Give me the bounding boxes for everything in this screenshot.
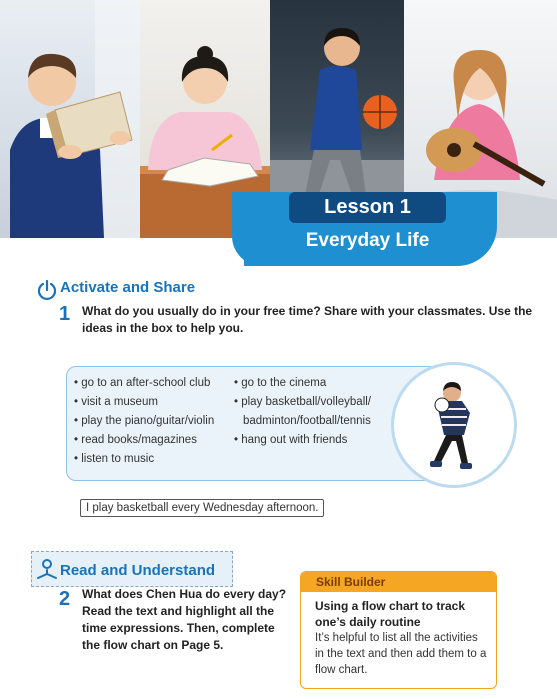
skill-heading-line: one’s daily routine xyxy=(315,615,421,629)
activate-title: Activate and Share xyxy=(60,279,196,296)
read-question-line: What does Chen Hua do every day? xyxy=(82,587,287,601)
skill-heading-line: Using a flow chart to track xyxy=(315,599,466,613)
activate-question-line2: ideas in the box to help you. xyxy=(82,321,244,335)
idea-item: • hang out with friends xyxy=(234,434,347,446)
activity-number: 1 xyxy=(59,303,71,325)
idea-item: • go to the cinema xyxy=(234,377,326,389)
activity-number: 2 xyxy=(59,588,71,610)
read-question-line: Read the text and highlight all the xyxy=(82,604,275,618)
photo-boy-reading xyxy=(0,0,140,238)
speech-example: I play basketball every Wednesday afternoon. xyxy=(80,499,324,517)
read-question-line: time expressions. Then, complete xyxy=(82,621,275,635)
skill-body-line: in the text and then add them to a xyxy=(315,648,487,660)
idea-item: • play basketball/volleyball/ xyxy=(234,396,371,408)
read-title: Read and Understand xyxy=(60,562,216,579)
skill-builder-title: Skill Builder xyxy=(316,575,386,589)
idea-item: • go to an after-school club xyxy=(74,377,210,389)
read-question-line: the flow chart on Page 5. xyxy=(82,638,224,652)
idea-item: • listen to music xyxy=(74,453,154,465)
idea-item: • visit a museum xyxy=(74,396,158,408)
skill-body-line: It’s helpful to list all the activities xyxy=(315,632,478,644)
activate-question-line1: What do you usually do in your free time? Share with your classmates. Use the xyxy=(82,304,533,318)
idea-item: • read books/magazines xyxy=(74,434,197,446)
reading-person-icon xyxy=(36,558,58,580)
idea-item: • play the piano/guitar/violin xyxy=(74,415,214,427)
lesson-label: Lesson 1 xyxy=(289,192,446,223)
boy-football-image xyxy=(391,362,517,488)
power-icon xyxy=(36,279,58,301)
idea-item-continued: badminton/football/tennis xyxy=(243,415,371,427)
lesson-subtitle: Everyday Life xyxy=(305,230,430,251)
skill-body-line: flow chart. xyxy=(315,664,368,676)
